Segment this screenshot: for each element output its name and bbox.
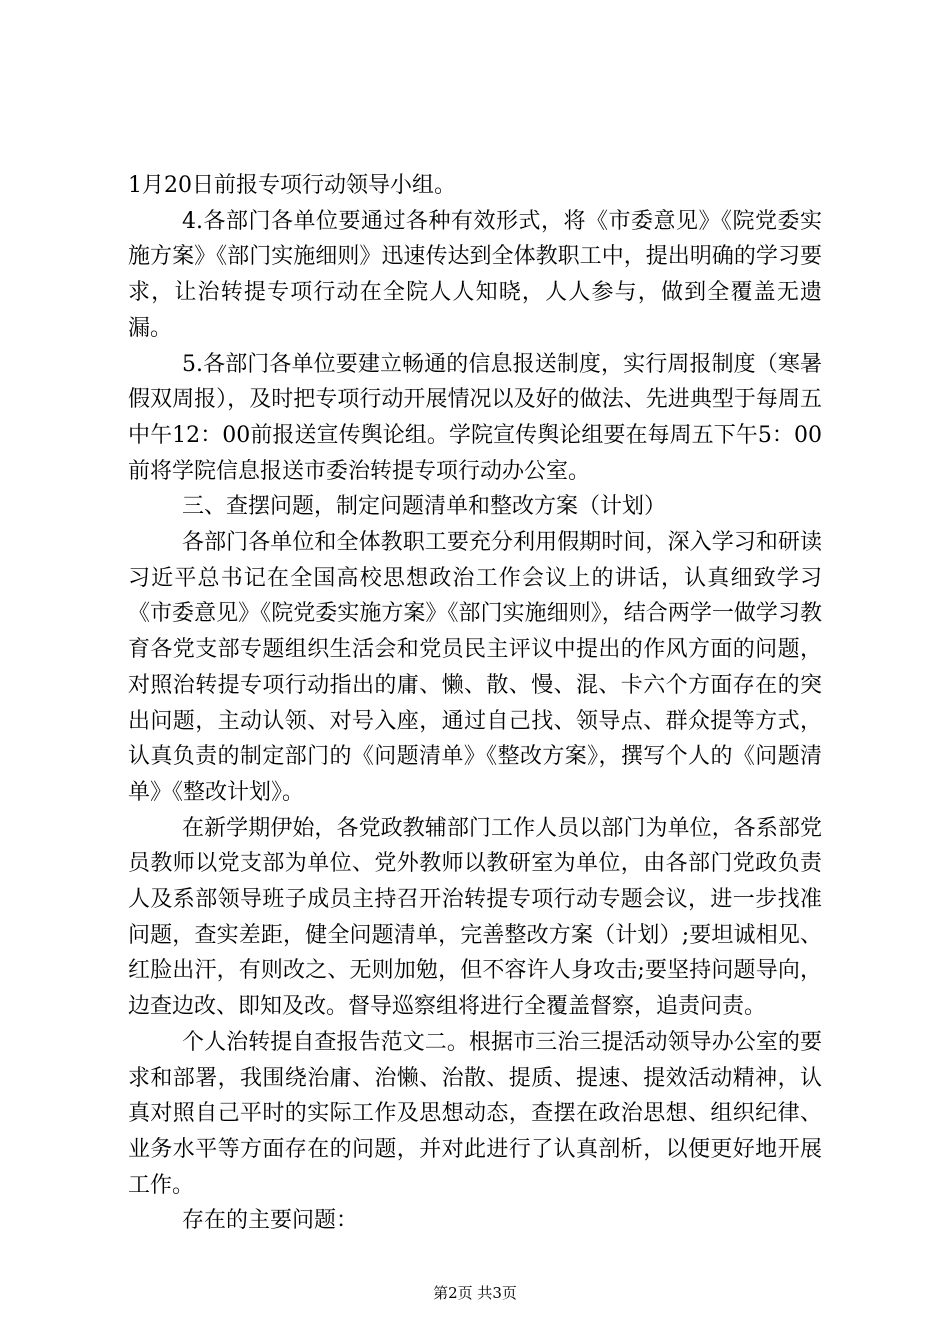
document-body bbox=[128, 168, 822, 1239]
paragraph-6: 在新学期伊始，各党政教辅部门工作人员以部门为单位，各系部党员教师以党支部为单位、党外教师以教研室为单位，由各部门党政负责人及系部领导班子成员主持召开治转提专项行动专题会议，进一步找准问题，查实差距，健全问题清单，完善整改方案（计划）;要坦诚相见、红脸出汗，有则改之、无则加勉，但不容许人身攻击;要坚持问题导向，边查边改、即知及改。督导巡察组将进行全覆盖督察，追责问责。 bbox=[128, 815, 822, 1020]
paragraph-3: 5.各部门各单位要建立畅通的信息报送制度，实行周报制度（寒暑假双周报），及时把专项行动开展情况以及好的做法、先进典型于每周五中午12：00前报送宣传舆论组。学院宣传舆论组要在每周五下午5：00前将学院信息报送市委治转提专项行动办公室。 bbox=[128, 351, 822, 484]
paragraph-7: 个人治转提自查报告范文二。根据市三治三提活动领导办公室的要求和部署，我围绕治庸、治懒、治散、提质、提速、提效活动精神，认真对照自己平时的实际工作及思想动态，查摆在政治思想、组织纪律、业务水平等方面存在的问题，并对此进行了认真剖析，以便更好地开展工作。 bbox=[128, 1029, 822, 1198]
paragraph-1: 1月20日前报专项行动领导小组。 bbox=[128, 173, 456, 198]
section-heading: 三、查摆问题，制定问题清单和整改方案（计划） bbox=[182, 494, 667, 520]
page-number-footer: 第2页 共3页 bbox=[433, 1284, 517, 1302]
paragraph-2: 4.各部门各单位要通过各种有效形式，将《市委意见》《院党委实施方案》《部门实施细则》迅速传达到全体教职工中，提出明确的学习要求，让治转提专项行动在全院人人知晓，人人参与，做到全覆盖无遗漏。 bbox=[128, 208, 822, 341]
paragraph-8: 存在的主要问题： bbox=[182, 1208, 359, 1234]
paragraph-5: 各部门各单位和全体教职工要充分利用假期时间，深入学习和研读习近平总书记在全国高校思想政治工作会议上的讲话，认真细致学习《市委意见》《院党委实施方案》《部门实施细则》，结合两学一做学习教育各党支部专题组织生活会和党员民主评议中提出的作风方面的问题，对照治转提专项行动指出的庸、懒、散、慢、混、卡六个方面存在的突出问题，主动认领、对号入座，通过自己找、领导点、群众提等方式，认真负责的制定部门的《问题清单》《整改方案》，撰写个人的《问题清单》《整改计划》。 bbox=[128, 530, 822, 805]
